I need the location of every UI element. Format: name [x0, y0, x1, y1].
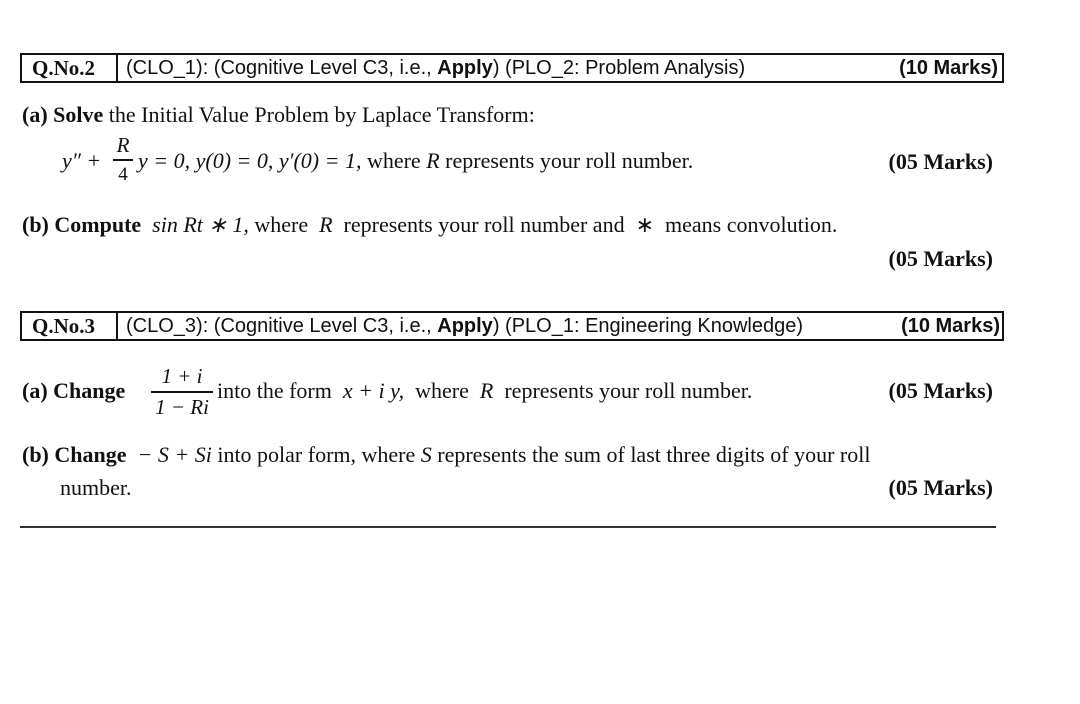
- q3-description: (CLO_3): (Cognitive Level C3, i.e., Apply) (PLO_1: Engineering Knowledge): [126, 315, 803, 337]
- q2a-fraction-denominator: 4: [118, 164, 128, 185]
- q3-number: Q.No.3: [22, 313, 118, 339]
- q2b-question: (b) Compute sin Rt ∗ 1, where R represents your roll number and ∗ means convolution.: [22, 212, 838, 237]
- q3a-question: (a) Change: [22, 378, 126, 403]
- q2a-fraction-numerator: R: [116, 133, 130, 157]
- q3a-marks: (05 Marks): [888, 378, 993, 403]
- q3b-question-cont: number.: [60, 475, 132, 500]
- q3-header: [20, 311, 1004, 341]
- q2a-marks: (05 Marks): [888, 149, 993, 174]
- q2a-question: (a) Solve the Initial Value Problem by Laplace Transform:: [22, 102, 535, 127]
- q3b-marks: (05 Marks): [888, 475, 993, 500]
- q3a-fraction-numerator: 1 + i: [161, 364, 203, 388]
- q2b-marks: (05 Marks): [888, 246, 993, 271]
- q3b-expression: − S + Si: [137, 442, 212, 467]
- bottom-divider: [20, 526, 996, 528]
- q2-marks: (10 Marks): [899, 57, 998, 79]
- q3a-text: into the form x + i y, where R represents your roll number.: [217, 378, 753, 403]
- q2a-eq-conditions: y = 0, y(0) = 0, y′(0) = 1,: [138, 148, 362, 173]
- q2-description: (CLO_1): (Cognitive Level C3, i.e., Apply) (PLO_2: Problem Analysis): [126, 57, 746, 79]
- q3-marks: (10 Marks): [901, 315, 1000, 337]
- q2-header: [20, 53, 1004, 83]
- q2a-eq-lhs: y″ +: [62, 148, 102, 173]
- q3a-fraction-denominator: 1 − Ri: [155, 395, 209, 419]
- q3b-question: (b) Change − S + Si into polar form, where S represents the sum of last three digits of your roll: [22, 442, 871, 467]
- q2a-fraction-bar: [113, 159, 133, 161]
- q2a-eq-rhs: y = 0, y(0) = 0, y′(0) = 1, where R represents your roll number.: [138, 148, 694, 173]
- q2b-expression: sin Rt ∗ 1,: [152, 212, 249, 237]
- q3a-fraction-bar: [151, 391, 213, 393]
- q2-number: Q.No.2: [22, 55, 118, 81]
